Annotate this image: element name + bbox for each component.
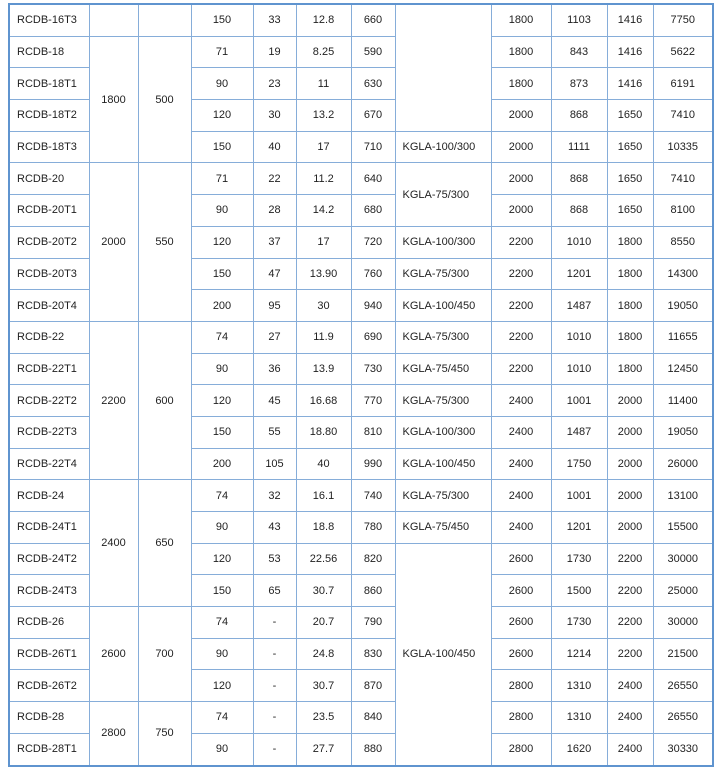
- value-cell: 1214: [551, 638, 607, 670]
- value-cell: 750: [138, 702, 191, 766]
- value-cell: 1010: [551, 321, 607, 353]
- value-cell: 843: [551, 36, 607, 68]
- value-cell: 11.9: [296, 321, 351, 353]
- model-cell: RCDB-20T3: [9, 258, 89, 290]
- value-cell: 150: [191, 258, 253, 290]
- value-cell: 780: [351, 512, 395, 544]
- value-cell: 18.8: [296, 512, 351, 544]
- value-cell: 22.56: [296, 543, 351, 575]
- value-cell: 1416: [607, 36, 653, 68]
- value-cell: 2600: [491, 575, 551, 607]
- value-cell: 47: [253, 258, 296, 290]
- value-cell: 2200: [607, 575, 653, 607]
- model-cell: RCDB-18T1: [9, 68, 89, 100]
- value-cell: 1650: [607, 100, 653, 132]
- value-cell: 2000: [607, 385, 653, 417]
- value-cell: -: [253, 607, 296, 639]
- value-cell: 90: [191, 68, 253, 100]
- value-cell: 2000: [89, 163, 138, 321]
- value-cell: 8550: [653, 226, 713, 258]
- value-cell: 14.2: [296, 195, 351, 227]
- value-cell: 22: [253, 163, 296, 195]
- model-cell: RCDB-18T3: [9, 131, 89, 163]
- value-cell: 150: [191, 131, 253, 163]
- kgla-model-cell: KGLA-75/300: [395, 321, 491, 353]
- value-cell: 550: [138, 163, 191, 321]
- value-cell: 2400: [491, 385, 551, 417]
- model-cell: RCDB-16T3: [9, 4, 89, 36]
- value-cell: 90: [191, 353, 253, 385]
- value-cell: 150: [191, 575, 253, 607]
- value-cell: 730: [351, 353, 395, 385]
- value-cell: 105: [253, 448, 296, 480]
- value-cell: 21500: [653, 638, 713, 670]
- value-cell: 2000: [607, 416, 653, 448]
- value-cell: 1010: [551, 353, 607, 385]
- value-cell: 30000: [653, 543, 713, 575]
- value-cell: 660: [351, 4, 395, 36]
- value-cell: 810: [351, 416, 395, 448]
- value-cell: 40: [253, 131, 296, 163]
- table-row: [9, 163, 713, 195]
- value-cell: 790: [351, 607, 395, 639]
- value-cell: 200: [191, 290, 253, 322]
- value-cell: 1800: [491, 68, 551, 100]
- value-cell: 2000: [607, 448, 653, 480]
- value-cell: 25000: [653, 575, 713, 607]
- value-cell: 19050: [653, 290, 713, 322]
- value-cell: 1730: [551, 607, 607, 639]
- value-cell: 24.8: [296, 638, 351, 670]
- value-cell: 2000: [607, 512, 653, 544]
- value-cell: 650: [138, 480, 191, 607]
- value-cell: 820: [351, 543, 395, 575]
- value-cell: 13.90: [296, 258, 351, 290]
- value-cell: 53: [253, 543, 296, 575]
- model-cell: RCDB-26T2: [9, 670, 89, 702]
- kgla-model-cell: KGLA-75/450: [395, 512, 491, 544]
- value-cell: 1310: [551, 702, 607, 734]
- value-cell: -: [253, 733, 296, 765]
- value-cell: 2000: [607, 480, 653, 512]
- value-cell: 30.7: [296, 670, 351, 702]
- value-cell: 1800: [607, 226, 653, 258]
- value-cell: 74: [191, 702, 253, 734]
- model-cell: RCDB-22T1: [9, 353, 89, 385]
- value-cell: 2400: [89, 480, 138, 607]
- model-cell: RCDB-22T2: [9, 385, 89, 417]
- value-cell: 1201: [551, 258, 607, 290]
- value-cell: 1800: [491, 4, 551, 36]
- value-cell: 940: [351, 290, 395, 322]
- value-cell: 2400: [607, 702, 653, 734]
- value-cell: 1650: [607, 163, 653, 195]
- value-cell: 700: [138, 607, 191, 702]
- kgla-model-cell: KGLA-75/300: [395, 163, 491, 226]
- value-cell: 27: [253, 321, 296, 353]
- value-cell: 2800: [491, 733, 551, 765]
- value-cell: 2000: [491, 131, 551, 163]
- value-cell: 710: [351, 131, 395, 163]
- value-cell: 26550: [653, 670, 713, 702]
- value-cell: 1500: [551, 575, 607, 607]
- table-row: [9, 321, 713, 353]
- value-cell: 11: [296, 68, 351, 100]
- value-cell: 120: [191, 543, 253, 575]
- value-cell: 17: [296, 226, 351, 258]
- value-cell: 2400: [607, 733, 653, 765]
- model-cell: RCDB-24T3: [9, 575, 89, 607]
- value-cell: 40: [296, 448, 351, 480]
- value-cell: 590: [351, 36, 395, 68]
- value-cell: 120: [191, 226, 253, 258]
- kgla-model-cell: KGLA-75/450: [395, 353, 491, 385]
- value-cell: 1730: [551, 543, 607, 575]
- value-cell: 1416: [607, 4, 653, 36]
- value-cell: 8.25: [296, 36, 351, 68]
- value-cell: 7410: [653, 163, 713, 195]
- value-cell: 26550: [653, 702, 713, 734]
- value-cell: 23: [253, 68, 296, 100]
- value-cell: 1310: [551, 670, 607, 702]
- value-cell: 74: [191, 480, 253, 512]
- value-cell: 2400: [491, 448, 551, 480]
- value-cell: 10335: [653, 131, 713, 163]
- value-cell: 2400: [491, 416, 551, 448]
- value-cell: 1001: [551, 385, 607, 417]
- value-cell: 1800: [89, 36, 138, 163]
- value-cell: 8100: [653, 195, 713, 227]
- value-cell: 26000: [653, 448, 713, 480]
- value-cell: 33: [253, 4, 296, 36]
- value-cell: 1800: [607, 290, 653, 322]
- value-cell: 770: [351, 385, 395, 417]
- value-cell: 7410: [653, 100, 713, 132]
- value-cell: -: [253, 638, 296, 670]
- value-cell: 30000: [653, 607, 713, 639]
- model-cell: RCDB-22T4: [9, 448, 89, 480]
- value-cell: 43: [253, 512, 296, 544]
- value-cell: 13.9: [296, 353, 351, 385]
- value-cell: 1001: [551, 480, 607, 512]
- value-cell: 15500: [653, 512, 713, 544]
- value-cell: 868: [551, 195, 607, 227]
- value-cell: 17: [296, 131, 351, 163]
- value-cell: 16.1: [296, 480, 351, 512]
- value-cell: 2200: [89, 321, 138, 479]
- value-cell: 2800: [89, 702, 138, 766]
- value-cell: 1800: [607, 321, 653, 353]
- value-cell: 19: [253, 36, 296, 68]
- value-cell: 1201: [551, 512, 607, 544]
- model-cell: RCDB-20T4: [9, 290, 89, 322]
- value-cell: 90: [191, 512, 253, 544]
- value-cell: 16.68: [296, 385, 351, 417]
- value-cell: 640: [351, 163, 395, 195]
- kgla-model-cell: KGLA-100/300: [395, 226, 491, 258]
- table-row: [9, 702, 713, 734]
- spec-table-body: [9, 4, 713, 766]
- value-cell: 840: [351, 702, 395, 734]
- value-cell: 868: [551, 163, 607, 195]
- model-cell: RCDB-28T1: [9, 733, 89, 765]
- value-cell: 11.2: [296, 163, 351, 195]
- model-cell: RCDB-20: [9, 163, 89, 195]
- value-cell: 2600: [491, 638, 551, 670]
- value-cell: 720: [351, 226, 395, 258]
- kgla-model-cell: KGLA-100/450: [395, 448, 491, 480]
- model-cell: RCDB-18: [9, 36, 89, 68]
- value-cell: 1620: [551, 733, 607, 765]
- value-cell: 2200: [607, 543, 653, 575]
- value-cell: 150: [191, 416, 253, 448]
- spec-table: [8, 3, 714, 767]
- value-cell: 1010: [551, 226, 607, 258]
- value-cell: 600: [138, 321, 191, 479]
- model-cell: RCDB-24: [9, 480, 89, 512]
- value-cell: 32: [253, 480, 296, 512]
- value-cell: 27.7: [296, 733, 351, 765]
- value-cell: 19050: [653, 416, 713, 448]
- value-cell: 2000: [491, 100, 551, 132]
- value-cell: 670: [351, 100, 395, 132]
- model-cell: RCDB-20T1: [9, 195, 89, 227]
- model-cell: RCDB-26T1: [9, 638, 89, 670]
- value-cell: 90: [191, 638, 253, 670]
- value-cell: 2200: [491, 226, 551, 258]
- value-cell: 12.8: [296, 4, 351, 36]
- value-cell: 873: [551, 68, 607, 100]
- value-cell: 760: [351, 258, 395, 290]
- value-cell: 1650: [607, 131, 653, 163]
- value-cell: 1750: [551, 448, 607, 480]
- value-cell: 71: [191, 163, 253, 195]
- value-cell: 2000: [491, 195, 551, 227]
- value-cell: 2600: [491, 543, 551, 575]
- value-cell: -: [253, 702, 296, 734]
- empty-cell: [395, 4, 491, 131]
- value-cell: 20.7: [296, 607, 351, 639]
- kgla-model-cell: KGLA-75/300: [395, 480, 491, 512]
- value-cell: 18.80: [296, 416, 351, 448]
- value-cell: 45: [253, 385, 296, 417]
- value-cell: 120: [191, 100, 253, 132]
- value-cell: 1111: [551, 131, 607, 163]
- model-cell: RCDB-24T2: [9, 543, 89, 575]
- value-cell: 2800: [491, 702, 551, 734]
- model-cell: RCDB-22T3: [9, 416, 89, 448]
- kgla-model-cell: KGLA-75/300: [395, 385, 491, 417]
- value-cell: 2600: [491, 607, 551, 639]
- table-row: [9, 36, 713, 68]
- table-row: [9, 607, 713, 639]
- model-cell: RCDB-22: [9, 321, 89, 353]
- model-cell: RCDB-26: [9, 607, 89, 639]
- value-cell: 2000: [491, 163, 551, 195]
- value-cell: 1487: [551, 290, 607, 322]
- value-cell: 880: [351, 733, 395, 765]
- value-cell: 860: [351, 575, 395, 607]
- value-cell: 740: [351, 480, 395, 512]
- value-cell: 14300: [653, 258, 713, 290]
- value-cell: 71: [191, 36, 253, 68]
- kgla-model-cell: KGLA-75/300: [395, 258, 491, 290]
- value-cell: 630: [351, 68, 395, 100]
- value-cell: 1416: [607, 68, 653, 100]
- value-cell: 500: [138, 36, 191, 163]
- value-cell: 7750: [653, 4, 713, 36]
- value-cell: 2400: [607, 670, 653, 702]
- value-cell: 36: [253, 353, 296, 385]
- kgla-model-cell: KGLA-100/450: [395, 543, 491, 765]
- kgla-model-cell: KGLA-100/300: [395, 416, 491, 448]
- value-cell: 13100: [653, 480, 713, 512]
- value-cell: 12450: [653, 353, 713, 385]
- value-cell: 2200: [491, 321, 551, 353]
- value-cell: 1487: [551, 416, 607, 448]
- value-cell: 870: [351, 670, 395, 702]
- kgla-model-cell: KGLA-100/450: [395, 290, 491, 322]
- value-cell: 11400: [653, 385, 713, 417]
- value-cell: 1800: [607, 258, 653, 290]
- empty-cell: [89, 4, 138, 36]
- value-cell: 28: [253, 195, 296, 227]
- kgla-model-cell: KGLA-100/300: [395, 131, 491, 163]
- value-cell: 990: [351, 448, 395, 480]
- table-row: [9, 480, 713, 512]
- value-cell: 2200: [607, 638, 653, 670]
- model-cell: RCDB-18T2: [9, 100, 89, 132]
- value-cell: 690: [351, 321, 395, 353]
- value-cell: 2400: [491, 480, 551, 512]
- value-cell: 150: [191, 4, 253, 36]
- value-cell: 90: [191, 733, 253, 765]
- value-cell: 2200: [491, 290, 551, 322]
- value-cell: 90: [191, 195, 253, 227]
- value-cell: 30: [296, 290, 351, 322]
- value-cell: 95: [253, 290, 296, 322]
- value-cell: 23.5: [296, 702, 351, 734]
- value-cell: 830: [351, 638, 395, 670]
- value-cell: 868: [551, 100, 607, 132]
- table-row: [9, 4, 713, 36]
- value-cell: 5622: [653, 36, 713, 68]
- value-cell: -: [253, 670, 296, 702]
- value-cell: 55: [253, 416, 296, 448]
- value-cell: 11655: [653, 321, 713, 353]
- value-cell: 2600: [89, 607, 138, 702]
- value-cell: 65: [253, 575, 296, 607]
- value-cell: 2400: [491, 512, 551, 544]
- value-cell: 1800: [491, 36, 551, 68]
- value-cell: 13.2: [296, 100, 351, 132]
- value-cell: 2200: [491, 353, 551, 385]
- value-cell: 2800: [491, 670, 551, 702]
- value-cell: 680: [351, 195, 395, 227]
- value-cell: 30: [253, 100, 296, 132]
- value-cell: 120: [191, 670, 253, 702]
- value-cell: 1650: [607, 195, 653, 227]
- model-cell: RCDB-20T2: [9, 226, 89, 258]
- value-cell: 2200: [491, 258, 551, 290]
- model-cell: RCDB-24T1: [9, 512, 89, 544]
- model-cell: RCDB-28: [9, 702, 89, 734]
- value-cell: 30.7: [296, 575, 351, 607]
- value-cell: 120: [191, 385, 253, 417]
- value-cell: 1103: [551, 4, 607, 36]
- value-cell: 37: [253, 226, 296, 258]
- value-cell: 74: [191, 321, 253, 353]
- value-cell: 74: [191, 607, 253, 639]
- value-cell: 30330: [653, 733, 713, 765]
- value-cell: 1800: [607, 353, 653, 385]
- empty-cell: [138, 4, 191, 36]
- value-cell: 2200: [607, 607, 653, 639]
- value-cell: 200: [191, 448, 253, 480]
- value-cell: 6191: [653, 68, 713, 100]
